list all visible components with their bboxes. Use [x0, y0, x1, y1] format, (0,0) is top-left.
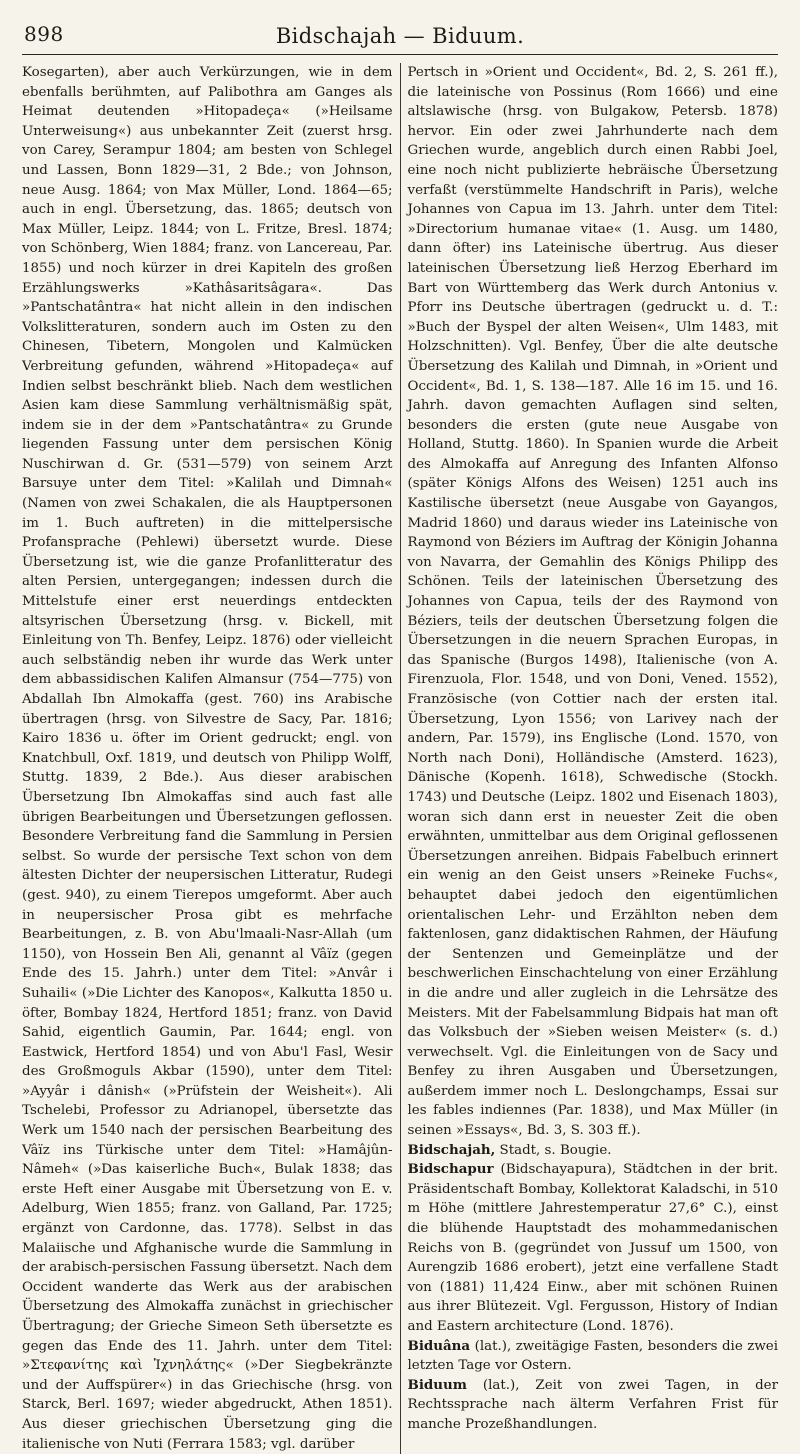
entry-headword: Bidschajah,	[407, 1141, 496, 1158]
running-head: Bidschajah — Biduum.	[275, 24, 525, 48]
entry-text: Stadt, s. Bougie.	[495, 1142, 612, 1158]
left-column	[22, 63, 400, 1454]
entry-biduum	[408, 1376, 779, 1435]
entry-text: (Bidschayapura), Städtchen in der brit. Präsidentschaft Bombay, Kollektorat Kaladschi, in 510 m Höhe (mittlere Jahrestemperatur 27,6° C.), einst die blühende Hauptstadt des mohammedanischen Reichs von B. (gegründet von Jussuf um 1500, von Aurengzib 1686 erobert), jetzt eine verfallene Stadt von (1881) 11,424 Einw., aber mit schönen Ruinen aus ihrer Blütezeit. Vgl. Fergusson, History of Indian and Eastern architecture (Lond. 1876).	[407, 1162, 778, 1334]
left-column-text: Kosegarten), aber auch Verkürzungen, wie in dem ebenfalls berühmten, auf Palibothra am Ganges als Heimat deutenden »Hitopadeça« (»Heilsame Unterweisung«) aus unbekannter Zeit (zuerst hrsg. von Carey, Serampur 1804; am besten von Schlegel und Lassen, Bonn 1829—31, 2 Bde.; von Johnson, neue Ausg. 1864; von Max Müller, Lond. 1864—65; auch in engl. Übersetzung, das. 1865; deutsch von Max Müller, Leipz. 1844; von L. Fritze, Bresl. 1874; von Schönberg, Wien 1884; franz. von Lancereau, Par. 1855) und noch kürzer in drei Kapiteln des großen Erzählungswerks »Kathâsaritsâgara«. Das »Pantschatântra« hat nicht allein in den indischen Volkslitteraturen, sondern auch im Osten zu den Chinesen, Tibetern, Mongolen und Kalmücken Verbreitung gefunden, während »Hitopadeça« auf Indien selbst beschränkt blieb. Nach dem westlichen Asien kam diese Sammlung verhältnismäßig spät, indem sie in der dem »Pantschatântra« zu Grunde liegenden Fassung unter dem persischen König Nuschirwan d. Gr. (531—579) von seinem Arzt Barsuye unter dem Titel: »Kalilah und Dimnah« (Namen von zwei Schakalen, die als Hauptpersonen im 1. Buch auftreten) in die mittelpersische Profansprache (Pehlewi) übersetzt wurde. Diese Übersetzung ist, wie die ganze Profanlitteratur des alten Persien, untergegangen; indessen durch die Mittelstufe einer erst neuerdings entdeckten altsyrischen Übersetzung (hrsg. v. Bickell, mit Einleitung von Th. Benfey, Leipz. 1876) oder vielleicht auch selbständig neben ihr wurde das Werk unter dem abbassidischen Kalifen Almansur (754—775) von Abdallah Ibn Almokaffa (gest. 760) ins Arabische übertragen (hrsg. von Silvestre de Sacy, Par. 1816; Kairo 1836 u. öfter im Orient gedruckt; engl. von Knatchbull, Oxf. 1819, und deutsch von Philipp Wolff, Stuttg. 1839, 2 Bde.). Aus dieser arabischen Übersetzung Ibn Almokaffas sind auch fast alle übrigen Bearbeitungen und Übersetzungen geflossen. Besondere Verbreitung fand die Sammlung in Persien selbst. So wurde der persische Text schon von dem ältesten Dichter der neupersischen Litteratur, Rudegi (gest. 940), zu einem Tierepos umgeformt. Aber auch in neupersischer Prosa gibt es mehrfache Bearbeitungen, z. B. von Abu'lmaali-Nasr-Allah (um 1150), von Hossein Ben Ali, genannt al Vâïz (gegen Ende des 15. Jahrh.) unter dem Titel: »Anvâr i Suhaili« (»Die Lichter des Kanopos«, Kalkutta 1850 u. öfter, Bombay 1824, Hertford 1851; franz. von David Sahid, eigentlich Gaumin, Par. 1644; engl. von Eastwick, Hertford 1854) und von Abu'l Fasl, Wesir des Großmoguls Akbar (1590), unter dem Titel: »Ayyâr i dânish« (»Prüfstein der Weisheit«). Ali Tschelebi, Professor zu Adrianopel, übersetzte das Werk um 1540 nach der persischen Bearbeitung des Vâïz ins Türkische unter dem Titel: »Hamâjûn-Nâmeh« (»Das kaiserliche Buch«, Bulak 1838; das erste Heft einer Ausgabe mit Übersetzung von E. v. Adelburg, Wien 1855; franz. von Galland, Par. 1725; ergänzt von Cardonne, das. 1778). Selbst in das Malaiische und Afghanische wurde die Sammlung in der arabisch-persischen Fassung übersetzt. Nach dem Occident wanderte das Werk aus der arabischen Übersetzung des Almokaffa zunächst in griechischer Übertragung; der Grieche Simeon Seth übersetzte es gegen das Ende des 11. Jahrh. unter dem Titel: »Στεφανίτης καὶ Ἰχνηλάτης« (»Der Siegbekränzte und der Auffspürer«) in das Griechische (hrsg. von Starck, Berl. 1697; wieder abgedruckt, Athen 1851). Aus dieser griechischen Übersetzung ging die italienische von Nuti (Ferrara 1583; vgl. darüber	[22, 65, 393, 1452]
entry-text: (lat.), Zeit von zwei Tagen, in der Rechtssprache nach älterm Verfahren Frist für manche Prozeßhandlungen.	[407, 1377, 778, 1432]
page-number: 898	[24, 22, 64, 46]
right-column	[400, 63, 779, 1454]
entry-bidschajah	[408, 1141, 779, 1161]
entry-headword: Biduâna	[407, 1337, 471, 1354]
entry-bidschapur	[408, 1160, 779, 1336]
entry-headword: Biduum	[407, 1376, 467, 1393]
page-header	[22, 14, 778, 55]
text-columns	[22, 63, 778, 1454]
right-column-continuation: Pertsch in »Orient und Occident«, Bd. 2, S. 261 ff.), die lateinische von Possinus (Rom 1666) und eine altslawische (hrsg. von Bulgakow, Petersb. 1878) hervor. Ein oder zwei Jahrhunderte nach dem Griechen wurde, angeblich durch einen Rabbi Joel, eine noch nicht publizierte hebräische Übersetzung verfaßt (verstümmelte Handschrift in Paris), welche Johannes von Capua im 13. Jahrh. unter dem Titel: »Directorium humanae vitae« (1. Ausg. um 1480, dann öfter) ins Lateinische übertrug. Aus dieser lateinischen Übersetzung ließ Herzog Eberhard im Bart von Württemberg das Werk durch Antonius v. Pforr ins Deutsche übertragen (gedruckt u. d. T.: »Buch der Byspel der alten Weisen«, Ulm 1483, mit Holzschnitten). Vgl. Benfey, Über die alte deutsche Übersetzung des Kalilah und Dimnah, in »Orient und Occident«, Bd. 1, S. 138—187. Alle 16 im 15. und 16. Jahrh. davon gemachten Auflagen sind selten, besonders die ersten (gute neue Ausgabe von Holland, Stuttg. 1860). In Spanien wurde die Arbeit des Almokaffa auf Anregung des Infanten Alfonso (später Königs Alfons des Weisen) 1251 auch ins Kastilische übersetzt (neue Ausgabe von Gayangos, Madrid 1860) und daraus wieder ins Lateinische von Raymond von Béziers im Auftrag der Königin Johanna von Navarra, der Gemahlin des Königs Philipp des Schönen. Teils der lateinischen Übersetzung des Johannes von Capua, teils der des Raymond von Béziers, teils der deutschen Übersetzung folgen die Übersetzungen in die neuern Sprachen Europas, in das Spanische (Burgos 1498), Italienische (von A. Firenzuola, Flor. 1548, und von Doni, Vened. 1552), Französische (von Cottier nach der ersten ital. Übersetzung, Lyon 1556; von Larivey nach der andern, Par. 1579), ins Englische (Lond. 1570, von North nach Doni), Holländische (Amsterd. 1623), Dänische (Kopenh. 1618), Schwedische (Stockh. 1743) und Deutsche (Leipz. 1802 und Eisenach 1803), woran sich dann erst in neuester Zeit die oben erwähnten, unmittelbar aus dem Original geflossenen Übersetzungen anreihen. Bidpais Fabelbuch erinnert ein wenig an den Geist unsers »Reineke Fuchs«, behauptet dabei jedoch den eigentümlichen orientalischen Lehr- und Erzählton neben dem faktenlosen, ganz didaktischen Rahmen, der Häufung der Sentenzen und Gemeinplätze und der beschwerlichen Einschachtelung von einer Erzählung in die andre und aller zugleich in die Lehrsätze des Meisters. Mit der Fabelsammlung Bidpais hat man oft das Volksbuch der »Sieben weisen Meister« (s. d.) verwechselt. Vgl. die Einleitungen von de Sacy und Benfey zu ihren Ausgaben und Übersetzungen, außerdem immer noch L. Deslongchamps, Essai sur les fables indiennes (Par. 1838), und Max Müller (in seinen »Essays«, Bd. 3, S. 303 ff.).	[407, 65, 778, 1139]
entry-text: (lat.), zweitägige Fasten, besonders die zwei letzten Tage vor Ostern.	[407, 1338, 778, 1374]
entry-biduana	[408, 1337, 779, 1376]
entry-headword: Bidschapur	[407, 1161, 494, 1178]
